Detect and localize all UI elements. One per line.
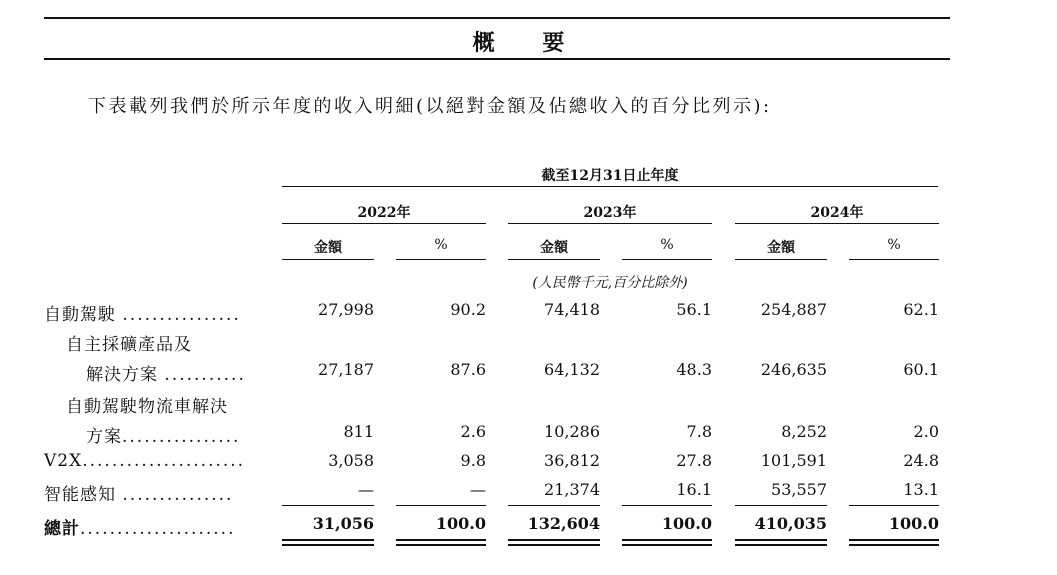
row-label-logistics-line1: 自動駕駛物流車解決	[66, 397, 228, 417]
label-text: 解決方案	[86, 365, 158, 385]
total-double-rule	[508, 544, 600, 546]
label-text: 總計	[44, 519, 80, 539]
period-header: 截至12月31日止年度	[541, 168, 679, 184]
year-header-2024: 2024年	[810, 205, 864, 221]
unit-note: (人民幣千元,百分比除外)	[532, 275, 688, 291]
total-double-rule	[396, 539, 486, 541]
period-header-rule	[282, 186, 938, 187]
total-double-rule	[735, 539, 827, 541]
row-label-total	[44, 514, 235, 539]
subtotal-rule	[282, 505, 374, 506]
row-label-smart-sensing	[44, 480, 233, 505]
subtotal-rule	[508, 505, 600, 506]
subheader-amount-2022: 金額	[314, 240, 342, 256]
title-bottom-rule	[44, 58, 950, 60]
cell-percent-2023: 56.1	[676, 300, 712, 319]
subheader-amount-2023: 金額	[540, 240, 568, 256]
subheader-rule	[735, 259, 827, 260]
total-double-rule	[622, 539, 712, 541]
leader-dots: ...............	[122, 485, 234, 505]
year-rule-2024	[735, 223, 939, 224]
total-double-rule	[508, 539, 600, 541]
year-rule-2023	[508, 223, 712, 224]
cell-percent-2022: 90.2	[450, 300, 486, 319]
label-text: 智能感知	[44, 485, 116, 505]
cell-amount-2022: 31,056	[312, 514, 374, 533]
total-double-rule	[622, 544, 712, 546]
row-label-mining-line2	[86, 360, 246, 385]
cell-amount-2022: 27,187	[318, 360, 374, 379]
subheader-rule	[282, 259, 374, 260]
cell-percent-2022: 9.8	[460, 451, 486, 470]
section-title: 概 要	[472, 30, 585, 56]
cell-amount-2024: 53,557	[771, 480, 827, 499]
cell-amount-2023: 21,374	[544, 480, 600, 499]
total-double-rule	[282, 544, 374, 546]
subheader-percent-2022: %	[434, 237, 448, 253]
cell-percent-2024: 60.1	[903, 360, 939, 379]
cell-percent-2022: —	[470, 480, 486, 499]
year-header-2023: 2023年	[583, 205, 637, 221]
cell-amount-2023: 74,418	[544, 300, 600, 319]
cell-percent-2023: 16.1	[676, 480, 712, 499]
label-text: 方案	[86, 427, 122, 447]
cell-amount-2024: 254,887	[760, 300, 827, 319]
cell-percent-2024: 24.8	[903, 451, 939, 470]
total-double-rule	[282, 539, 374, 541]
leader-dots: ................	[122, 427, 241, 447]
cell-amount-2022: 27,998	[318, 300, 374, 319]
title-top-rule	[44, 17, 950, 19]
subtotal-rule	[735, 505, 827, 506]
row-label-autonomous-driving	[44, 300, 241, 325]
cell-percent-2022: 2.6	[460, 422, 486, 441]
cell-amount-2024: 8,252	[781, 422, 827, 441]
cell-percent-2024: 13.1	[903, 480, 939, 499]
total-double-rule	[849, 539, 939, 541]
total-double-rule	[396, 544, 486, 546]
cell-amount-2024: 410,035	[754, 514, 827, 533]
label-text: V2X	[44, 451, 83, 471]
cell-percent-2024: 100.0	[888, 514, 939, 533]
subheader-rule	[622, 259, 712, 260]
subheader-amount-2024: 金額	[767, 240, 795, 256]
subtotal-rule	[622, 505, 712, 506]
year-header-2022: 2022年	[357, 205, 411, 221]
leader-dots: ................	[122, 305, 241, 325]
cell-percent-2022: 87.6	[450, 360, 486, 379]
cell-amount-2024: 246,635	[760, 360, 827, 379]
total-double-rule	[849, 544, 939, 546]
total-double-rule	[735, 544, 827, 546]
cell-amount-2023: 64,132	[544, 360, 600, 379]
cell-percent-2023: 100.0	[661, 514, 712, 533]
row-label-mining-line1: 自主採礦產品及	[66, 335, 192, 355]
subheader-percent-2023: %	[660, 237, 674, 253]
cell-amount-2022: 811	[343, 422, 374, 441]
intro-paragraph: 下表載列我們於所示年度的收入明細(以絕對金額及佔總收入的百分比列示):	[88, 96, 772, 117]
row-label-v2x	[44, 451, 245, 471]
subheader-percent-2024: %	[887, 237, 901, 253]
cell-amount-2022: —	[358, 480, 374, 499]
cell-percent-2022: 100.0	[435, 514, 486, 533]
subheader-rule	[508, 259, 600, 260]
subheader-rule	[849, 259, 939, 260]
cell-amount-2023: 132,604	[527, 514, 600, 533]
cell-amount-2024: 101,591	[760, 451, 827, 470]
subtotal-rule	[849, 505, 939, 506]
cell-amount-2022: 3,058	[328, 451, 374, 470]
cell-amount-2023: 36,812	[544, 451, 600, 470]
year-rule-2022	[282, 223, 486, 224]
leader-dots: ...........	[164, 365, 246, 385]
subheader-rule	[396, 259, 486, 260]
leader-dots: .....................	[80, 519, 236, 539]
row-label-logistics-line2	[86, 422, 240, 447]
label-text: 自動駕駛	[44, 305, 116, 325]
cell-percent-2024: 2.0	[913, 422, 939, 441]
cell-percent-2023: 27.8	[676, 451, 712, 470]
cell-percent-2024: 62.1	[903, 300, 939, 319]
cell-percent-2023: 7.8	[686, 422, 712, 441]
leader-dots: ......................	[82, 451, 246, 471]
cell-amount-2023: 10,286	[544, 422, 600, 441]
subtotal-rule	[396, 505, 486, 506]
cell-percent-2023: 48.3	[676, 360, 712, 379]
